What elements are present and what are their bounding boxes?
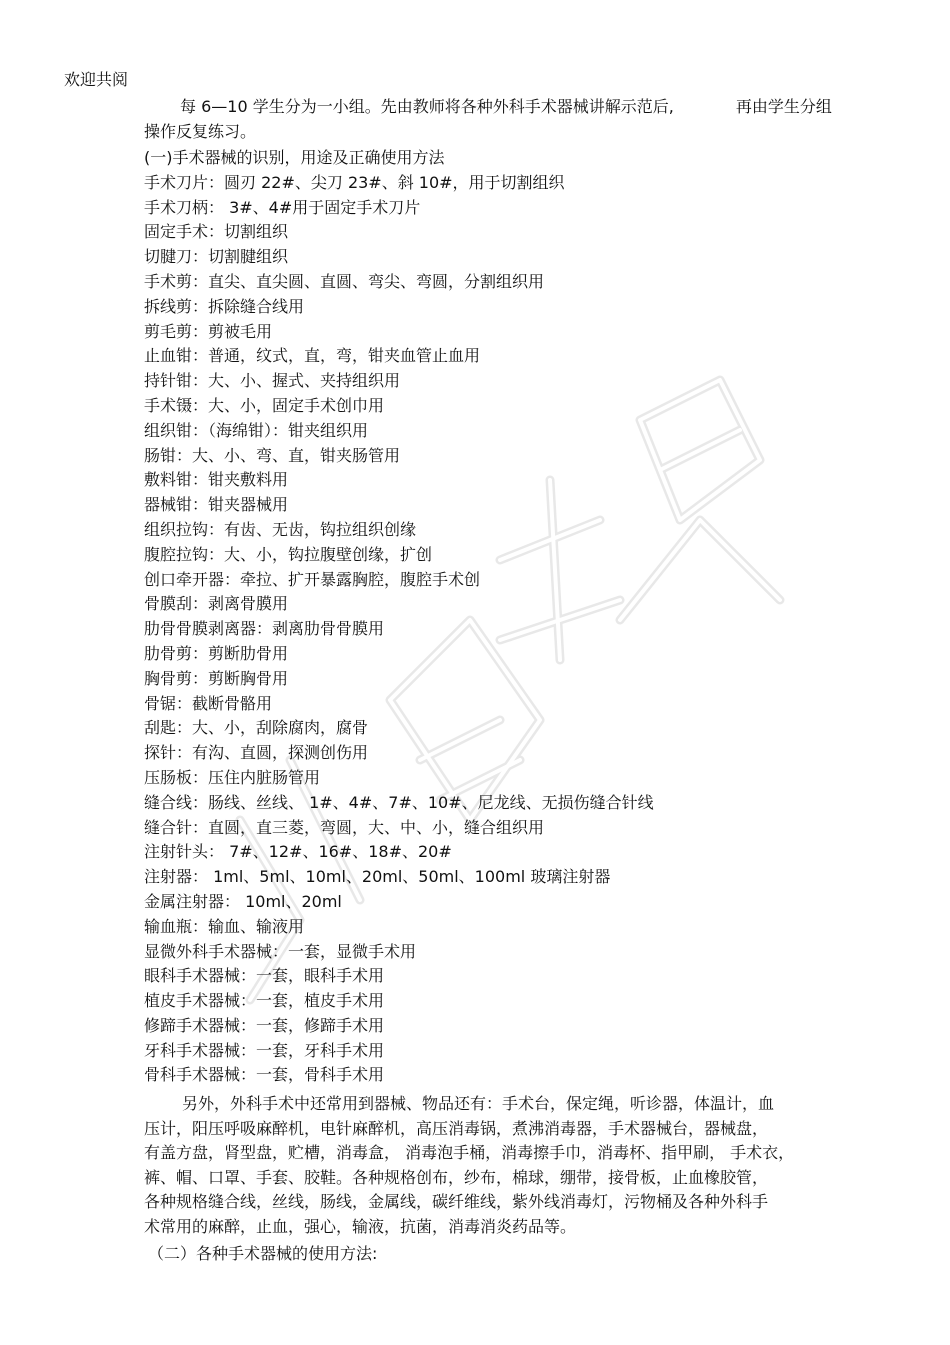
list-item: 注射针头： 7#、12#、16#、18#、20# [144, 842, 452, 862]
list-item: 止血钳：普通，纹式，直，弯，钳夹血管止血用 [144, 346, 481, 366]
list-item: 肠钳：大、小、弯、直，钳夹肠管用 [144, 445, 401, 465]
list-item: 修蹄手术器械：一套，修蹄手术用 [144, 1015, 385, 1035]
list-item: 肋骨剪：剪断肋骨用 [144, 643, 289, 663]
list-item: 手术剪：直尖、直尖圆、直圆、弯尖、弯圆，分割组织用 [144, 271, 545, 291]
list-item: 腹腔拉钩：大、小，钩拉腹壁创缘，扩创 [144, 544, 433, 564]
page-header: 欢迎共阅 [64, 70, 129, 89]
list-item: 手术刀片：圆刃 22#、尖刀 23#、斜 10#，用于切割组织 [144, 172, 565, 192]
paragraph-line: 术常用的麻醉，止血，强心，输液，抗菌，消毒消炎药品等。 [144, 1216, 577, 1236]
list-item: 切腱刀：切割腱组织 [144, 247, 289, 267]
list-item: 金属注射器： 10ml、20ml [144, 891, 342, 911]
list-item: 敷料钳：钳夹敷料用 [144, 470, 289, 490]
paragraph-line: 裤、帽、口罩、手套、胶鞋。各种规格创布，纱布，棉球，绷带，接骨板，止血橡胶管， [144, 1167, 769, 1187]
list-item: 剪毛剪：剪被毛用 [144, 321, 273, 341]
list-item: 胸骨剪：剪断胸骨用 [144, 668, 289, 688]
list-item: 手术镊：大、小，固定手术创巾用 [144, 395, 385, 415]
list-item: 探针：有沟、直圆，探测创伤用 [144, 743, 369, 763]
paragraph-line: 另外，外科手术中还常用到器械、物品还有：手术台，保定绳，听诊器，体温计，血 [182, 1094, 775, 1113]
section-heading-2: （二）各种手术器械的使用方法: [148, 1244, 378, 1263]
list-item: 组织钳：（海绵钳）：钳夹组织用 [144, 420, 369, 440]
list-item: 缝合线：肠线、丝线、 1#、4#、7#、10#、尼龙线、无损伤缝合针线 [144, 792, 654, 812]
list-item: 肋骨骨膜剥离器：剥离肋骨骨膜用 [144, 619, 385, 639]
list-item: 拆线剪：拆除缝合线用 [144, 296, 305, 316]
list-item: 器械钳：钳夹器械用 [144, 495, 289, 515]
list-item: 手术刀柄： 3#、4#用于固定手术刀片 [144, 197, 421, 217]
list-item: 骨科手术器械：一套，骨科手术用 [144, 1065, 385, 1085]
additional-items-paragraph [144, 1092, 884, 1239]
instrument-list [144, 146, 884, 1088]
list-item: 固定手术：切割组织 [144, 222, 289, 242]
list-item: 牙科手术器械：一套，牙科手术用 [144, 1040, 385, 1060]
intro-paragraph [144, 94, 884, 144]
list-item: 骨锯：截断骨骼用 [144, 693, 273, 713]
list-item: 压肠板：压住内脏肠管用 [144, 767, 321, 787]
list-item: 创口牵开器：牵拉、扩开暴露胸腔，腹腔手术创 [144, 569, 481, 589]
intro-text-part1: 每 6—10 学生分为一小组。先由教师将各种外科手术器械讲解示范后, [180, 97, 674, 116]
paragraph-line: 有盖方盘，肾型盘，贮槽，消毒盒， 消毒泡手桶，消毒擦手巾，消毒杯、指甲刷， 手术衣， [144, 1143, 795, 1162]
list-item: 持针钳：大、小、握式、夹持组织用 [144, 371, 401, 391]
list-item: 输血瓶：输血、输液用 [144, 916, 305, 936]
intro-text-part2: 再由学生分组 [735, 97, 832, 116]
section-heading-1: (一)手术器械的识别，用途及正确使用方法 [144, 148, 445, 167]
paragraph-line: 压计，阳压呼吸麻醉机，电针麻醉机，高压消毒锅，煮沸消毒器，手术器械台，器械盘， [144, 1118, 769, 1138]
list-item: 组织拉钩：有齿、无齿，钩拉组织创缘 [144, 519, 417, 539]
intro-line-2: 操作反复练习。 [144, 122, 257, 141]
intro-line-1 [144, 94, 884, 119]
paragraph-line: 各种规格缝合线，丝线，肠线，金属线，碳纤维线，紫外线消毒灯，污物桶及各种外科手 [144, 1192, 769, 1211]
list-item: 刮匙：大、小，刮除腐肉，腐骨 [144, 718, 369, 738]
list-item: 眼科手术器械：一套，眼科手术用 [144, 966, 385, 986]
list-item: 骨膜刮：剥离骨膜用 [144, 594, 289, 614]
list-item: 注射器： 1ml、5ml、10ml、20ml、50ml、100ml 玻璃注射器 [144, 867, 611, 887]
list-item: 缝合针：直圆，直三菱，弯圆，大、中、小，缝合组织用 [144, 817, 545, 837]
list-item: 植皮手术器械：一套，植皮手术用 [144, 991, 385, 1011]
list-item: 显微外科手术器械：一套，显微手术用 [144, 941, 417, 961]
